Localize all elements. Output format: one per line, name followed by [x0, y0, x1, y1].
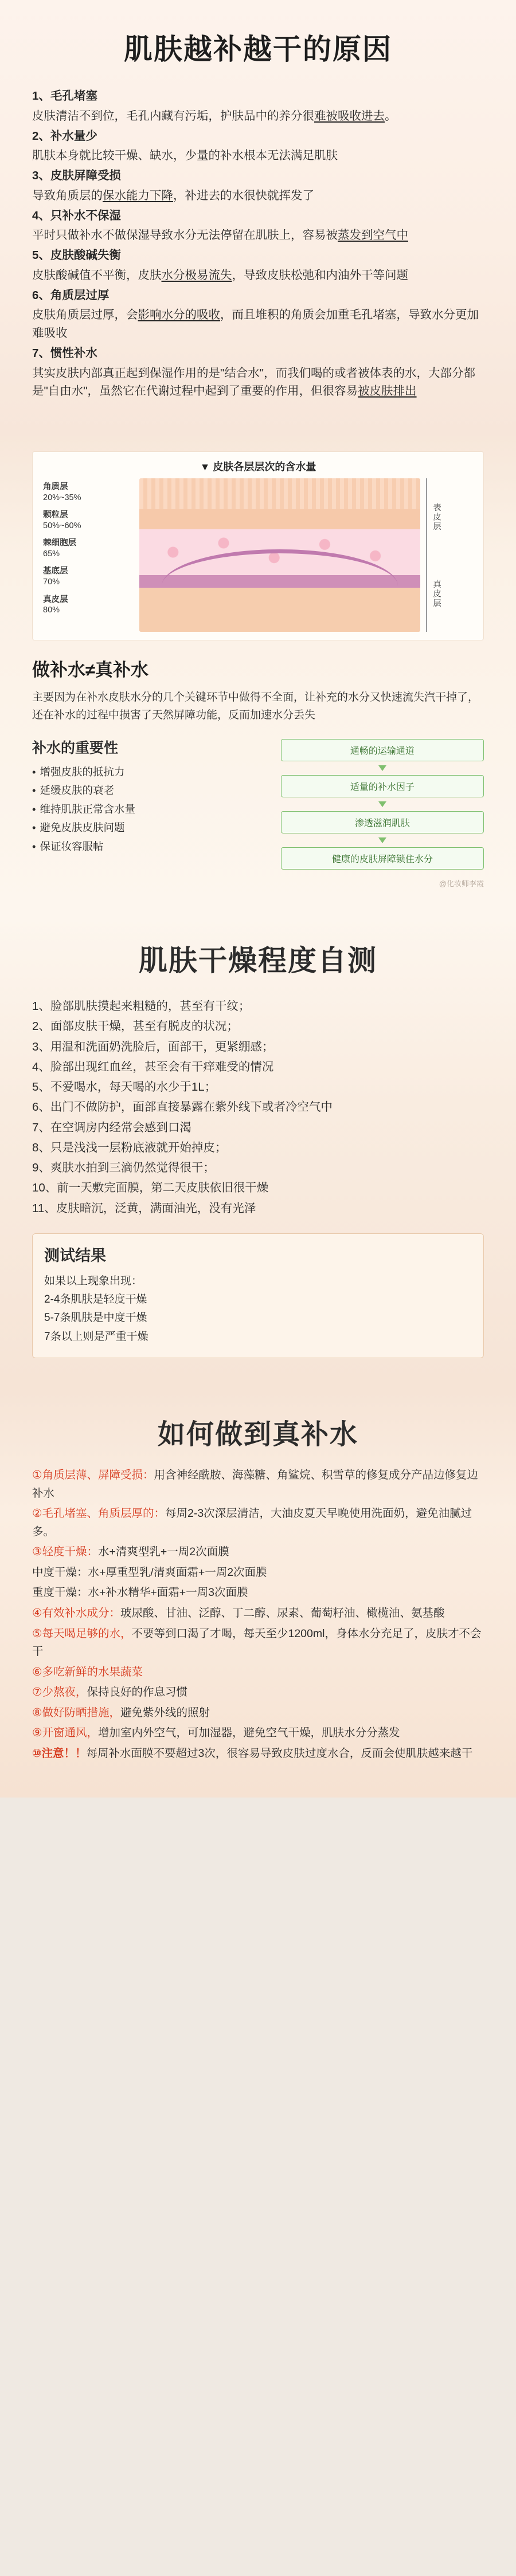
test-item: 4、脸部出现红血丝，甚至会有干痒难受的情况 [32, 1060, 274, 1073]
test-result-card [32, 1233, 484, 1358]
test-result-title: 测试结果 [44, 1246, 106, 1264]
howto-item-8 [32, 1663, 484, 1682]
test-item: 5、不爱喝水，每天喝的水少于1L； [32, 1080, 217, 1094]
section-self-test [0, 915, 516, 1389]
cause-item-5-label: 5、皮肤酸碱失衡 [32, 249, 121, 262]
cause-item-1-label: 1、毛孔堵塞 [32, 89, 97, 103]
layer-label-0: 角质层 20%~35% [43, 482, 81, 503]
howto-item-6-body: 玻尿酸、甘油、泛醇、丁二醇、尿素、葡萄籽油、橄榄油、氨基酸 [120, 1607, 445, 1620]
list-item: • 避免皮肤皮肤问题 [32, 819, 267, 837]
howto-item-1-label: ①角质层薄、屏障受损： [32, 1468, 154, 1481]
howto-item-7 [32, 1625, 484, 1661]
cause-item-3-label: 3、皮肤屏障受损 [32, 169, 121, 183]
benefits-list [32, 763, 267, 856]
howto-item-6-label: ④有效补水成分： [32, 1607, 120, 1620]
real-hydration-paragraph: 主要因为在补水皮肤水分的几个关键环节中做得不全面，让补充的水分又快速流失汽干掉了，还在补水的过程中损害了天然屏障功能，反而加速水分丢失 [32, 691, 479, 721]
layer-dermis [139, 588, 420, 632]
side-label-dermis: 真皮层 [426, 555, 478, 632]
cause-item-5-body: 皮肤酸碱值不平衡，皮肤水分极易流失，导致皮肤松弛和内油外干等问题 [32, 268, 408, 282]
test-item: 7、在空调房内经常会感到口渴 [32, 1120, 191, 1134]
layer-granular [139, 509, 420, 529]
layer-label-3: 基底层 70% [43, 567, 68, 587]
cause-item-2-body: 肌肤本身就比较干燥、缺水，少量的补水根本无法满足肌肤 [32, 149, 338, 163]
test-result-line: 5-7条肌肤是中度干燥 [44, 1312, 147, 1324]
test-result-line: 2-4条肌肤是轻度干燥 [44, 1293, 147, 1306]
howto-item-11 [32, 1724, 484, 1743]
diagram-side-labels [423, 478, 478, 632]
howto-item-2-body: 每周2-3次深层清洁，大油皮夏天早晚使用洗面奶，避免油腻过多。 [32, 1507, 472, 1538]
flow-arrow-icon [378, 801, 386, 807]
section-real-hydration [0, 436, 516, 915]
cause-item-7-body: 其实皮肤内部真正起到保湿作用的是"结合水"，而我们喝的或者被体表的水，大部分都是"自由水"，虽然它在代谢过程中起到了重要的作用，但很容易被皮肤排出 [32, 366, 476, 398]
test-result-line: 如果以上现象出现： [44, 1275, 143, 1287]
cause-item-4-label: 4、只补水不保湿 [32, 209, 121, 222]
test-item: 10、前一天敷完面膜，第二天皮肤依旧很干燥 [32, 1181, 269, 1195]
section-causes [0, 0, 516, 436]
skin-layers-diagram [32, 451, 484, 640]
howto-item-10 [32, 1704, 484, 1722]
cause-item-4-body: 平时只做补水不做保湿导致水分无法停留在肌肤上，容易被蒸发到空气中 [32, 229, 408, 242]
howto-item-3-label: ③轻度干燥： [32, 1545, 98, 1559]
cause-item-6-body: 皮肤角质层过厚，会影响水分的吸收，而且堆积的角质会加重毛孔堵塞，导致水分更加难吸收 [32, 308, 479, 340]
test-item: 9、爽肤水拍到三滴仍然觉得很干； [32, 1161, 215, 1175]
test-item: 3、用温和洗面奶洗脸后，面部干，更紧绷感； [32, 1040, 274, 1053]
test-item: 2、面部皮肤干燥，甚至有脱皮的状况； [32, 1020, 239, 1033]
diagram-layer-labels [38, 478, 137, 632]
list-item: • 延缓皮肤的衰老 [32, 781, 267, 800]
howto-item-12-body: 每周补水面膜不要超过3次，很容易导致皮肤过度水合，反而会使肌肤越来越干 [86, 1747, 473, 1760]
flow-arrow-icon [378, 765, 386, 771]
skin-cross-section [139, 478, 420, 632]
section-how-to [0, 1389, 516, 1798]
howto-item-12 [32, 1745, 484, 1763]
howto-item-9-body: 保持良好的作息习惯 [87, 1686, 187, 1699]
flow-arrow-icon [378, 837, 386, 843]
howto-item-4-body: 水+厚重型乳/清爽面霜+一周2次面膜 [88, 1566, 267, 1579]
how-to-title: 如何做到真补水 [157, 1419, 358, 1450]
howto-item-3-body: 水+清爽型乳+一周2次面膜 [97, 1545, 229, 1559]
howto-item-4 [32, 1564, 484, 1582]
list-item: • 增强皮肤的抵抗力 [32, 763, 267, 781]
layer-label-4: 真皮层 80% [43, 595, 68, 615]
test-result-line: 7条以上则是严重干燥 [44, 1330, 148, 1343]
real-hydration-heading: 做补水≠真补水 [32, 660, 149, 681]
howto-item-5 [32, 1584, 484, 1602]
howto-item-3 [32, 1543, 484, 1562]
layer-label-1: 颗粒层 50%~60% [43, 510, 81, 531]
howto-item-9-label: ⑦少熬夜， [32, 1686, 87, 1699]
howto-item-2 [32, 1505, 484, 1541]
layer-label-2: 棘细胞层 65% [43, 538, 76, 559]
howto-item-10-label: ⑧做好防晒措施， [32, 1706, 120, 1719]
howto-item-7-label: ⑤每天喝足够的水， [32, 1627, 132, 1640]
flow-step-3: 渗透滋润肌肤 [281, 811, 484, 833]
section-causes-title: 肌肤越补越干的原因 [124, 33, 392, 65]
howto-item-4-label: 中度干燥： [32, 1566, 88, 1579]
diagram-title: ▼ 皮肤各层层次的含水量 [200, 461, 316, 473]
cause-item-1-body: 皮肤清洁不到位，毛孔内藏有污垢，护肤品中的养分很难被吸收进去。 [32, 109, 397, 123]
howto-item-10-body: 避免紫外线的照射 [120, 1706, 210, 1719]
howto-item-11-body: 增加室内外空气，可加湿器，避免空气干燥，肌肤水分分蒸发 [97, 1726, 400, 1740]
test-item: 1、脸部肌肤摸起来粗糙的，甚至有干纹； [32, 1000, 251, 1013]
self-test-title: 肌肤干燥程度自测 [139, 945, 377, 977]
benefits-heading: 补水的重要性 [32, 740, 119, 757]
howto-item-5-body: 水+补水精华+面霜+一周3次面膜 [88, 1586, 248, 1599]
test-item: 8、只是浅浅一层粉底液就开始掉皮； [32, 1140, 227, 1154]
flow-step-2: 适量的补水因子 [281, 775, 484, 797]
howto-item-1-body: 用含神经酰胺、海藻糖、角鲨烷、积雪草的修复成分产品边修复边补水 [32, 1468, 478, 1500]
flow-step-1: 通畅的运输通道 [281, 739, 484, 761]
cause-item-6-label: 6、角质层过厚 [32, 288, 110, 302]
howto-item-1 [32, 1466, 484, 1503]
howto-item-8-label: ⑥多吃新鲜的水果蔬菜 [32, 1665, 143, 1678]
list-item: • 保证妆容服帖 [32, 837, 267, 856]
watermark: @化妆师李霞 [439, 879, 484, 888]
howto-item-11-label: ⑨开窗通风， [32, 1726, 98, 1740]
side-label-epidermis: 表皮层 [426, 478, 478, 555]
hydration-flow-chart [281, 739, 484, 870]
howto-item-6 [32, 1604, 484, 1623]
cause-item-3-body: 导致角质层的保水能力下降，补进去的水很快就挥发了 [32, 188, 314, 202]
howto-item-7-body: 不要等到口渴了才喝，每天至少1200ml，身体水分充足了，皮肤才不会干 [32, 1627, 482, 1658]
flow-step-4: 健康的皮肤屏障锁住水分 [281, 847, 484, 870]
cause-item-2-label: 2、补水量少 [32, 129, 97, 143]
howto-item-5-label: 重度干燥： [32, 1586, 88, 1599]
layer-stratum-corneum [139, 478, 420, 509]
cause-item-7-label: 7、惯性补水 [32, 346, 97, 360]
howto-item-2-label: ②毛孔堵塞、角质层厚的： [32, 1507, 165, 1520]
howto-item-12-label: ⑩注意！！ [32, 1747, 87, 1760]
list-item: • 维持肌肤正常含水量 [32, 800, 267, 819]
test-item: 6、出门不做防护，面部直接暴露在紫外线下或者冷空气中 [32, 1100, 333, 1114]
test-item: 11、皮肤暗沉，泛黄，满面油光，没有光泽 [32, 1201, 256, 1215]
howto-item-9 [32, 1684, 484, 1702]
